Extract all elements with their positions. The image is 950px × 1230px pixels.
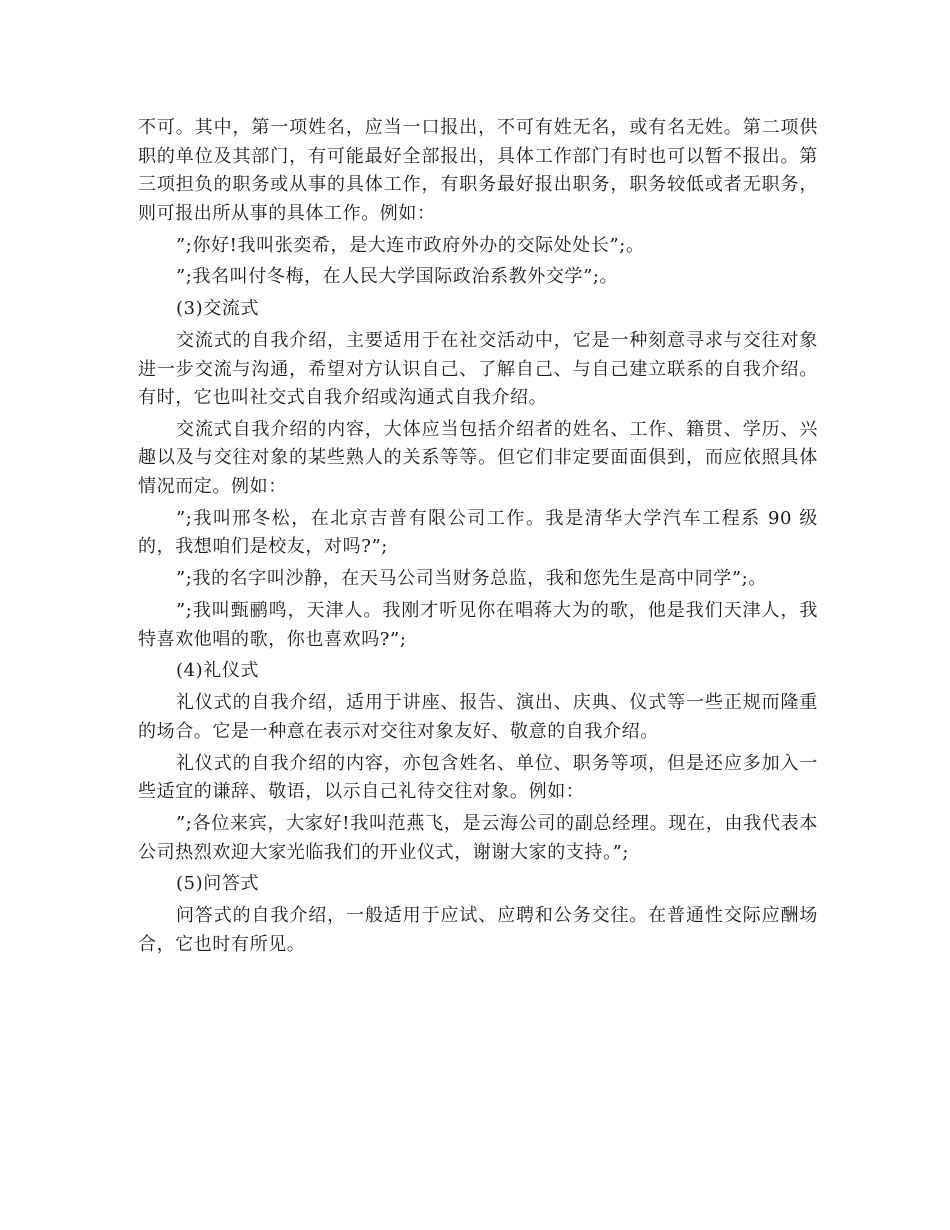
section-heading-exchange: (3)交流式: [176, 298, 260, 320]
section-heading-qa: (5)问答式: [176, 873, 260, 895]
paragraph-continued: 不可。其中，第一项姓名，应当一口报出，不可有姓无名，或有名无姓。第二项供职的单位及其部门，有可能最好全部报出，具体工作部门有时也可以暂不报出。第三项担负的职务或从事的具体工作，有职务最好报出职务，职务较低或者无职务，则可报出所从事的具体工作。例如：: [138, 117, 818, 224]
quote-example-5: ”;我叫甄鹂鸣，天津人。我刚才听见你在唱蒋大为的歌，他是我们天津人，我特喜欢他唱的歌，你也喜欢吗?”;: [138, 600, 818, 650]
section-heading-ceremonial: (4)礼仪式: [176, 660, 260, 682]
document-body: [138, 114, 818, 962]
quote-example-2: ”;我名叫付冬梅，在人民大学国际政治系教外交学”;。: [176, 266, 619, 288]
quote-example-6: ”;各位来宾，大家好!我叫范燕飞，是云海公司的副总经理。现在，由我代表本公司热烈欢迎大家光临我们的开业仪式，谢谢大家的支持。”;: [138, 812, 818, 863]
quote-example-1: ”;你好!我叫张奕希，是大连市政府外办的交际处处长”;。: [176, 234, 645, 256]
paragraph-ceremonial-intro: 礼仪式的自我介绍，适用于讲座、报告、演出、庆典、仪式等一些正规而隆重的场合。它是一种意在表示对交往对象友好、敬意的自我介绍。: [138, 692, 818, 742]
quote-example-3: ”;我叫邢冬松，在北京吉普有限公司工作。我是清华大学汽车工程系 90 级的，我想咱们是校友，对吗?”;: [138, 507, 818, 558]
paragraph-exchange-intro: 交流式的自我介绍，主要适用于在社交活动中，它是一种刻意寻求与交往对象进一步交流与沟通，希望对方认识自己、了解自己、与自己建立联系的自我介绍。有时，它也叫社交式自我介绍或沟通式自我介绍。: [138, 329, 818, 409]
paragraph-qa-intro: 问答式的自我介绍，一般适用于应试、应聘和公务交往。在普通性交际应酬场合，它也时有所见。: [138, 905, 818, 955]
quote-example-4: ”;我的名字叫沙静，在天马公司当财务总监，我和您先生是高中同学”;。: [176, 568, 767, 590]
paragraph-exchange-content: 交流式自我介绍的内容，大体应当包括介绍者的姓名、工作、籍贯、学历、兴趣以及与交往对象的某些熟人的关系等等。但它们非定要面面俱到，而应依照具体情况而定。例如：: [138, 418, 818, 498]
paragraph-ceremonial-content: 礼仪式的自我介绍的内容，亦包含姓名、单位、职务等项，但是还应多加入一些适宜的谦辞、敬语，以示自己礼待交往对象。例如：: [138, 752, 818, 803]
